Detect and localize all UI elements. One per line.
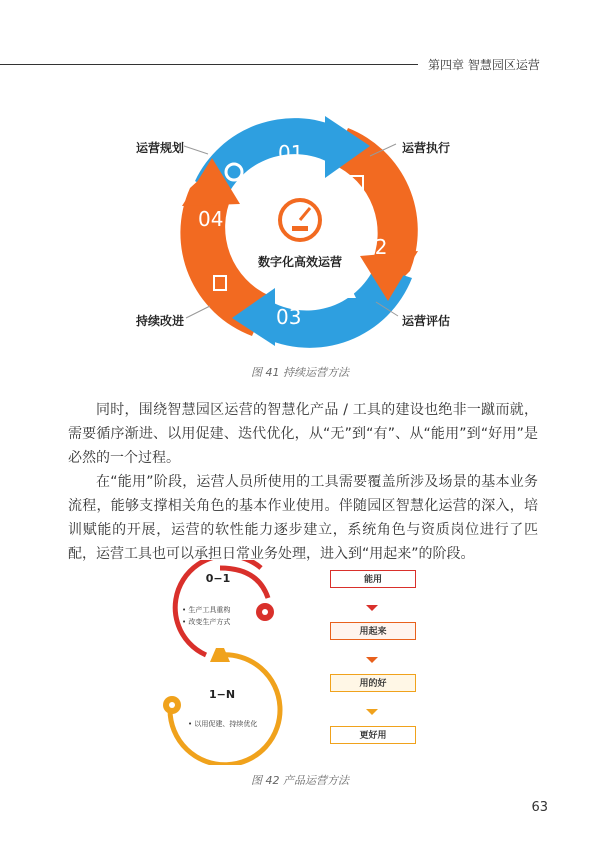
flask-icon	[210, 648, 230, 662]
center-label: 数字化高效运营	[257, 255, 343, 269]
step-number-02: 02	[362, 235, 388, 259]
stage2-title: 1−N	[208, 688, 236, 701]
step-number-03: 03	[276, 305, 302, 329]
step-number-01: 01	[278, 141, 304, 165]
step-number-04: 04	[198, 207, 224, 231]
flow-step-1: 能用	[330, 570, 416, 588]
stage1-bullet-2: • 改变生产方式	[182, 618, 231, 626]
bell-icon	[336, 282, 356, 298]
caption-figure-41: 图 41 持续运营方法	[251, 366, 349, 379]
product-ops-diagram	[150, 560, 450, 765]
flow-step-3: 用的好	[330, 674, 416, 692]
label-execute: 运营执行	[402, 141, 451, 155]
stage-curve-orange	[170, 655, 280, 765]
label-plan: 运营规划	[136, 141, 185, 155]
chapter-header: 第四章 智慧园区运营	[428, 58, 540, 72]
stage1-title: 0−1	[205, 572, 231, 585]
flow-step-4: 更好用	[330, 726, 416, 744]
header-rule	[0, 64, 418, 65]
stage2-bullet-1: • 以用促建、持续优化	[188, 720, 258, 728]
paragraph-1: 同时，围绕智慧园区运营的智慧化产品 / 工具的建设也绝非一蹴而就，需要循序渐进、以用促建、迭代优化，从“无”到“有”、从“能用”到“好用”是必然的一个过程。	[68, 402, 538, 466]
caption-figure-42: 图 42 产品运营方法	[251, 774, 349, 787]
stage1-bullet-1: • 生产工具重构	[182, 606, 231, 614]
page-number: 63	[531, 800, 548, 815]
label-improve: 持续改进	[136, 314, 185, 328]
flow-step-2: 用起来	[330, 622, 416, 640]
label-evaluate: 运营评估	[402, 314, 451, 328]
paragraph-2: 在“能用”阶段，运营人员所使用的工具需要覆盖所涉及场景的基本业务流程，能够支撑相关角色的基本作业使用。伴随园区智慧化运营的深入，培训赋能的开展，运营的软性能力逐步建立，系统角色与资质岗位进行了匹配，运营工具也可以承担日常业务处理，进入到“用起来”的阶段。	[68, 474, 538, 562]
